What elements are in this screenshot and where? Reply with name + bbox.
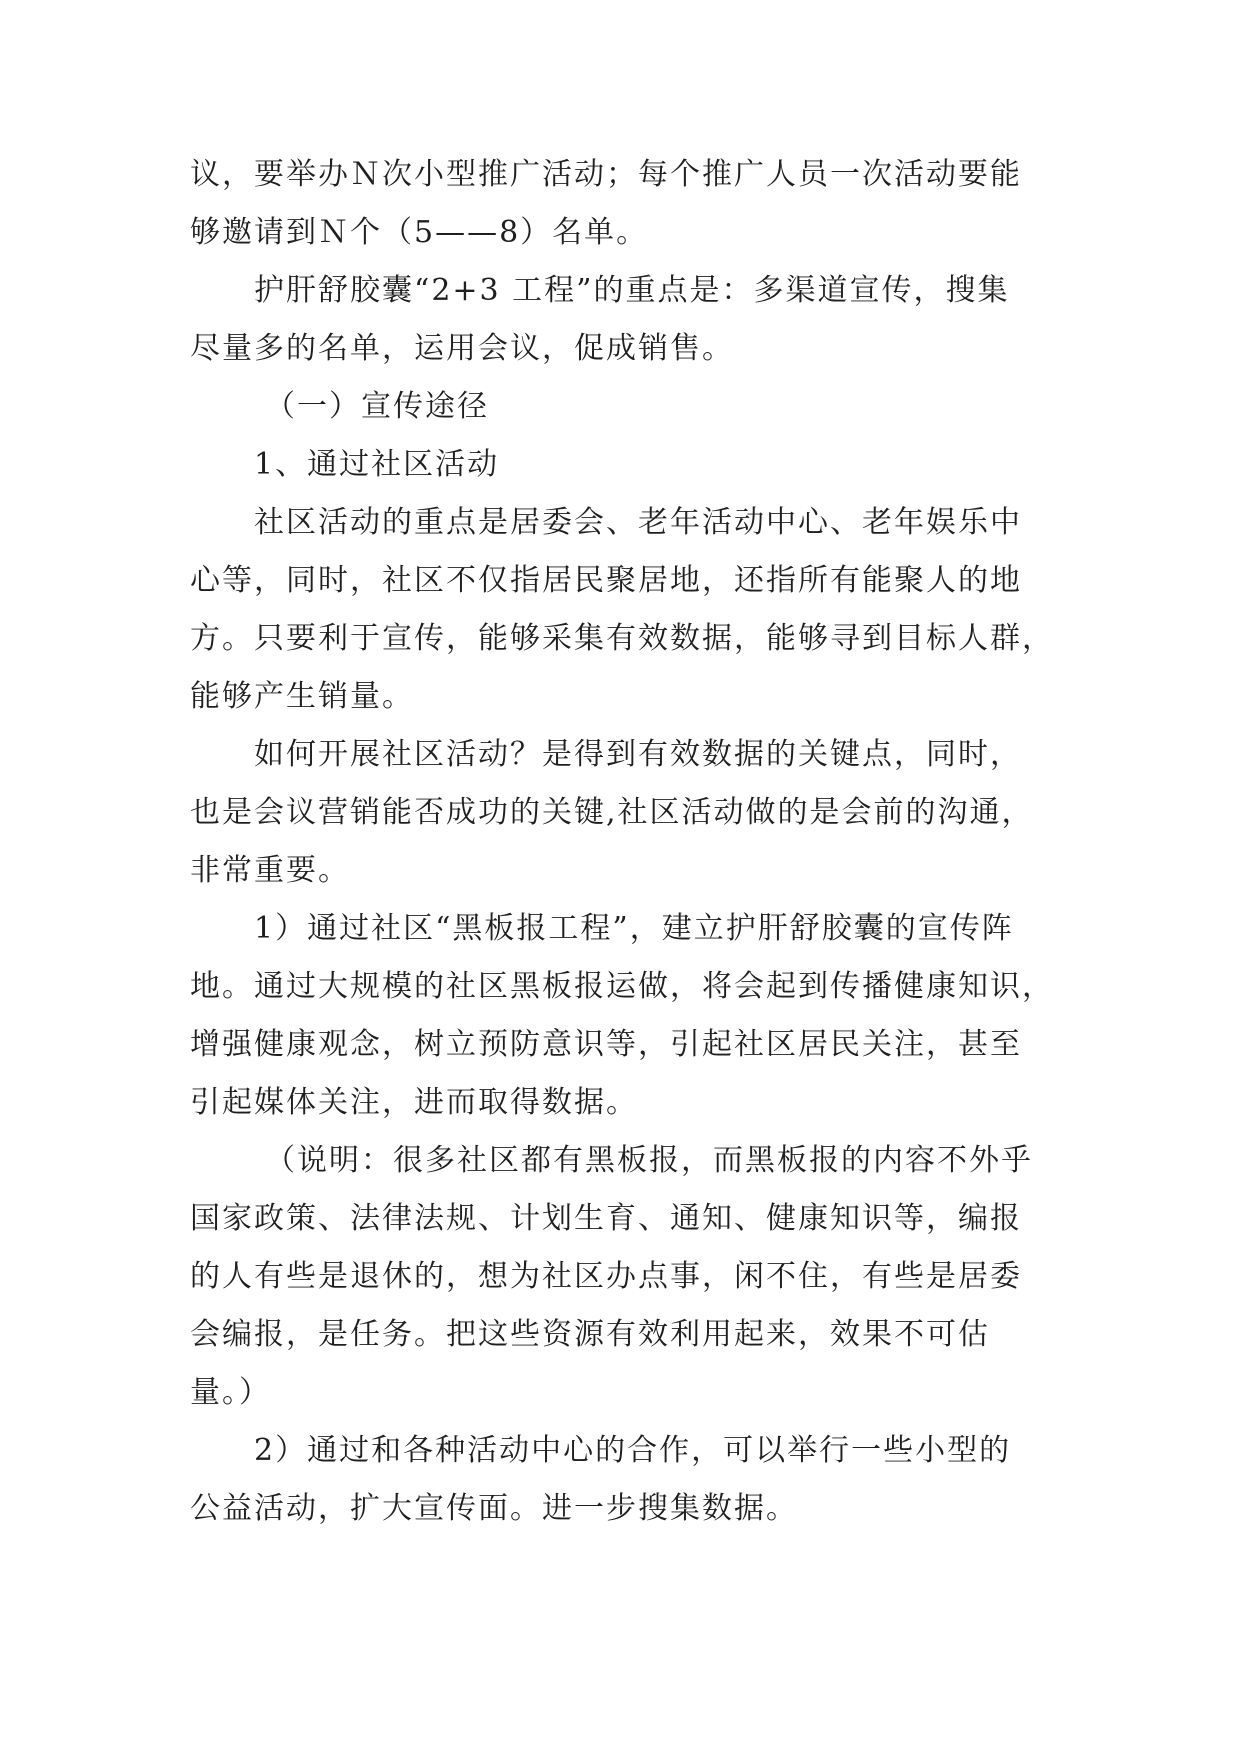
paragraph-start: 如何开展社区活动？是得到有效数据的关键点，同时，	[254, 737, 1022, 772]
text-line: 量。）	[190, 1375, 271, 1410]
text-line: 增强健康观念，树立预防意识等，引起社区居民关注，甚至	[190, 1027, 1022, 1062]
paragraph-start: 护肝舒胶囊“2+3 工程”的重点是：多渠道宣传，搜集	[254, 273, 1010, 308]
text-line: 引起媒体关注，进而取得数据。	[190, 1085, 638, 1120]
text-line: 公益活动，扩大宣传面。进一步搜集数据。	[190, 1491, 798, 1526]
section-heading: （一）宣传途径	[265, 389, 489, 424]
text-line: 方。只要利于宣传，能够采集有效数据，能够寻到目标人群，	[190, 621, 1054, 656]
text-line: 非常重要。	[190, 853, 350, 888]
subsection-heading: 1、通过社区活动	[254, 447, 500, 482]
paragraph-start: 社区活动的重点是居委会、老年活动中心、老年娱乐中	[254, 505, 1022, 540]
text-line: 的人有些是退休的，想为社区办点事，闲不住，有些是居委	[190, 1259, 1022, 1294]
text-line: 尽量多的名单，运用会议，促成销售。	[190, 331, 734, 366]
text-line: 能够产生销量。	[190, 679, 414, 714]
text-line: 也是会议营销能否成功的关键,社区活动做的是会前的沟通，	[190, 795, 1034, 830]
text-line: 议，要举办Ｎ次小型推广活动；每个推广人员一次活动要能	[190, 157, 1022, 192]
text-line: 心等，同时，社区不仅指居民聚居地，还指所有能聚人的地	[190, 563, 1022, 598]
note-paragraph-start: （说明：很多社区都有黑板报，而黑板报的内容不外乎	[265, 1143, 1033, 1178]
paragraph-start: 2）通过和各种活动中心的合作，可以举行一些小型的	[254, 1433, 1012, 1468]
text-line: 会编报，是任务。把这些资源有效利用起来，效果不可估	[190, 1317, 990, 1352]
text-line: 国家政策、法律法规、计划生育、通知、健康知识等，编报	[190, 1201, 1022, 1236]
text-line: 地。通过大规模的社区黑板报运做，将会起到传播健康知识，	[190, 969, 1054, 1004]
paragraph-start: 1）通过社区“黑板报工程”，建立护肝舒胶囊的宣传阵	[254, 911, 1014, 946]
document-body	[190, 155, 1054, 1528]
text-line: 够邀请到Ｎ个（5——8）名单。	[190, 215, 649, 250]
